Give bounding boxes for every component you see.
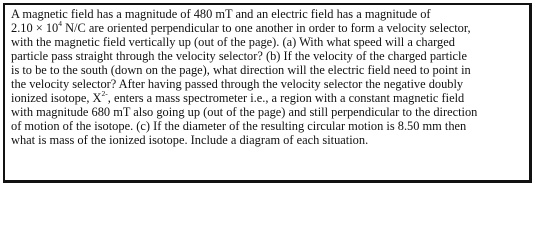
line-text: N/C are oriented perpendicular to one another in order to form a velocity selector,: [62, 21, 471, 36]
problem-line: with the magnetic field vertically up (out of the page). (a) With what speed will a charged: [11, 35, 455, 50]
line-text: ionized isotope, X: [11, 91, 102, 106]
problem-line: particle pass straight through the velocity selector? (b) If the velocity of the charged particle: [11, 49, 467, 64]
exponent: 4: [58, 18, 63, 28]
problem-line: [11, 91, 523, 105]
problem-box: [3, 3, 532, 183]
problem-line: A magnetic field has a magnitude of 480 mT and an electric field has a magnitude of: [11, 7, 431, 21]
line-text: , enters a mass spectrometer i.e., a region with a constant magnetic field: [107, 91, 465, 106]
problem-line: [11, 18, 523, 36]
problem-line: with magnitude 680 mT also going up (out of the page) and still perpendicular to the direction: [11, 105, 478, 120]
line-text: 2.10 × 10: [11, 21, 59, 36]
problem-line: of motion of the isotope. (c) If the diameter of the resulting circular motion is 8.50 mm then: [11, 119, 467, 134]
problem-line: what is mass of the ionized isotope. Include a diagram of each situation.: [11, 133, 369, 148]
problem-line: the velocity selector? After having passed through the velocity selector the negative doubly: [11, 77, 464, 92]
ion-charge: 2-: [101, 89, 108, 99]
problem-line: is to be to the south (down on the page), what direction will the electric field need to point in: [11, 63, 471, 78]
problem-text: [11, 7, 523, 147]
